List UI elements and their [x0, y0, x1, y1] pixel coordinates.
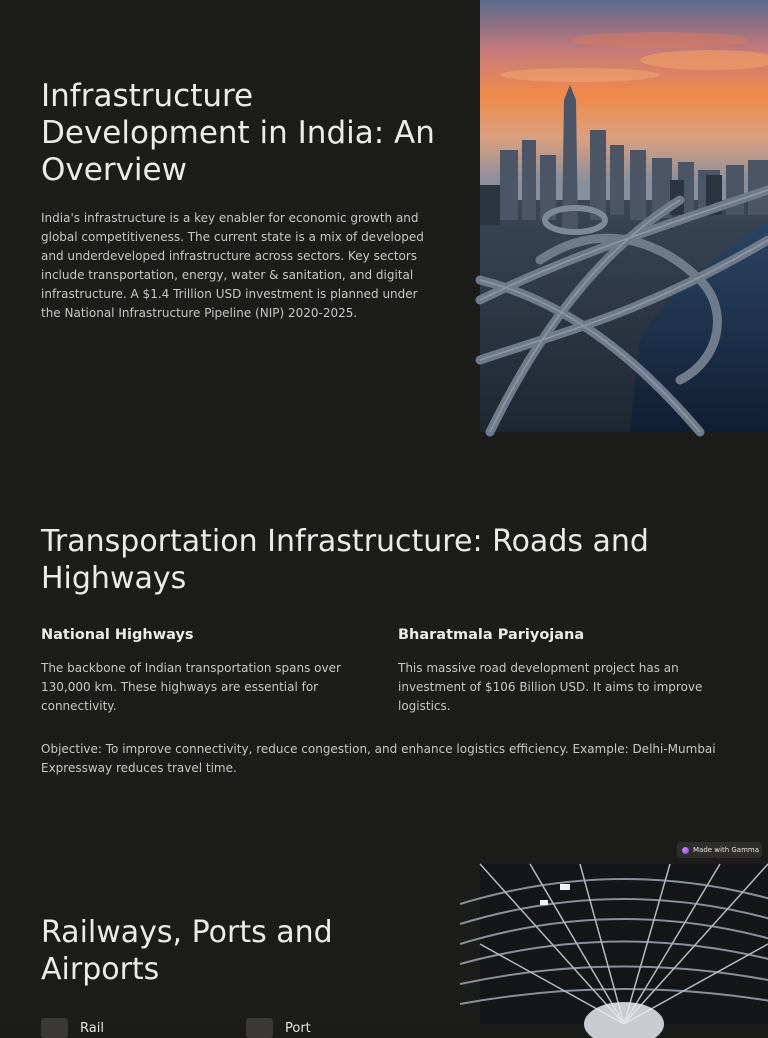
city-highway-illustration: [480, 0, 768, 432]
city-highway-image: [480, 0, 768, 432]
national-highways-text: The backbone of Indian transportation spans over 130,000 km. These highways are essential for connectivity.: [41, 661, 341, 713]
railway-station-image: [480, 864, 768, 1024]
port-icon: [246, 1018, 273, 1038]
bharatmala-text: This massive road development project has an investment of $106 Billion USD. It aims to improve logistics.: [398, 661, 703, 713]
overview-title: Infrastructure Development in India: An Overview: [41, 78, 435, 188]
railways-title: Railways, Ports and Airports: [41, 915, 333, 987]
bharatmala-heading: Bharatmala Pariyojana: [398, 627, 585, 643]
badge-label: Made with Gamma: [693, 846, 760, 854]
objective-text: Objective: To improve connectivity, reduce congestion, and enhance logistics efficiency. Example: Delhi-Mumbai Expressway reduces travel time.: [41, 742, 716, 775]
rail-label: Rail: [80, 1021, 104, 1036]
rail-icon: [41, 1018, 68, 1038]
port-chip: [246, 1018, 311, 1038]
port-label: Port: [285, 1021, 311, 1036]
made-with-gamma-badge[interactable]: [677, 842, 762, 858]
national-highways-heading: National Highways: [41, 627, 194, 643]
transport-title: Transportation Infrastructure: Roads and Highways: [41, 524, 649, 596]
overview-body: India's infrastructure is a key enabler for economic growth and global competitiveness. The current state is a mix of developed and underdeveloped infrastructure across sectors. Key sectors include transportation, energy, water & sanitation, and digital infrastructure. A $1.4 Trillion USD investment is planned under the National Infrastructure Pipeline (NIP) 2020-2025.: [41, 211, 424, 320]
rail-chip: [41, 1018, 104, 1038]
gamma-logo-icon: [682, 847, 689, 854]
railway-station-illustration: [480, 864, 768, 1024]
